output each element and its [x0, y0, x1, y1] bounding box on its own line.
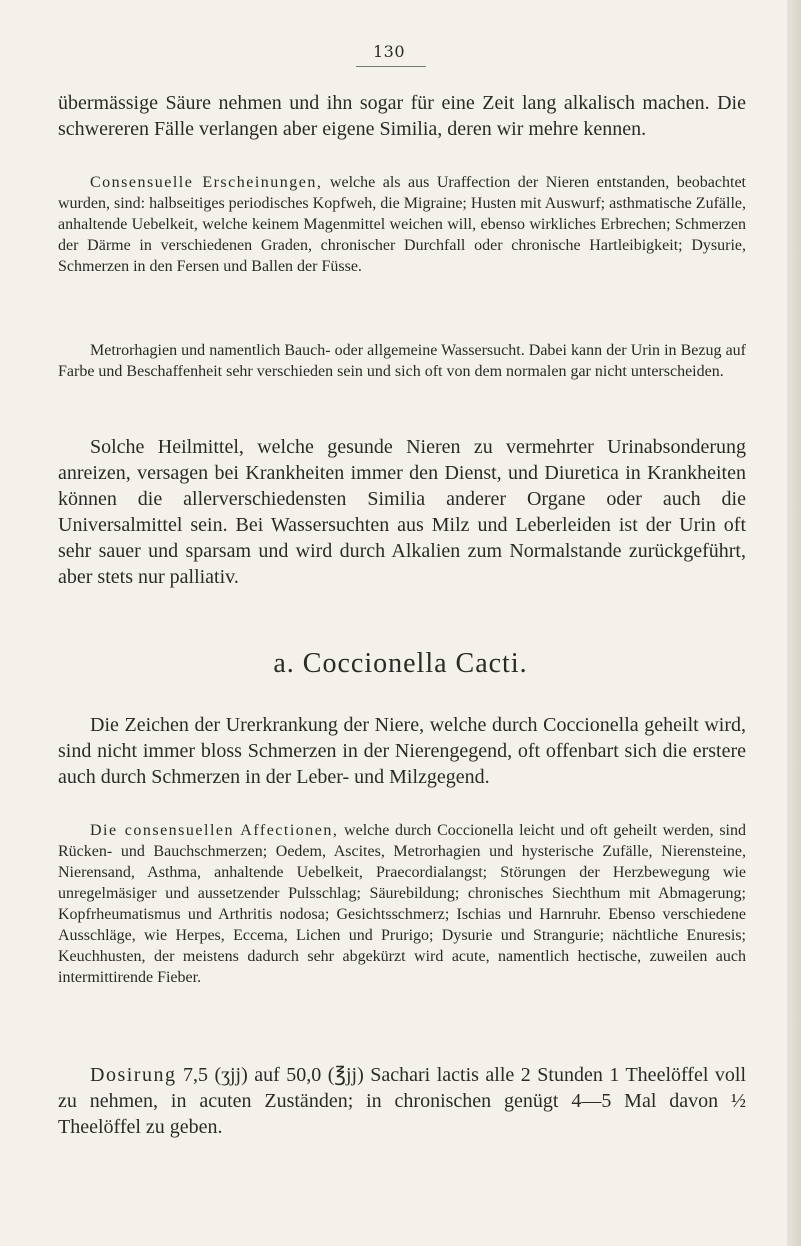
paragraph-dosage [58, 1062, 746, 1140]
paragraph-intro: übermässige Säure nehmen und ihn sogar für eine Zeit lang alkalisch machen. Die schwereren Fälle verlangen aber eigene Similia, deren wir mehre kennen. [58, 92, 746, 140]
consensual-lead: Consensuelle Erscheinungen, [90, 174, 323, 191]
paragraph-signs: Die Zeichen der Urerkrankung der Niere, welche durch Coccionella geheilt wird, sind nicht immer bloss Schmerzen in der Nierengegend, oft offenbart sich die erstere auch durch Schmerzen in der Leber- und Milzgegend. [58, 714, 746, 788]
consensual-body: welche als aus Uraffection der Nieren entstanden, beobachtet wurden, sind: halbseitiges periodisches Kopfweh, die Migraine; Husten mit Auswurf; asthmatische Zufälle, anhaltende Uebelkeit, welche keinem Magenmittel weichen will, ebenso wirkliches Erbrechen; Schmerzen der Därme in verschiedenen Graden, chronischer Durchfall oder chronische Hartleibigkeit; Dysurie, Schmerzen in den Fersen und Ballen der Füsse. [58, 174, 746, 275]
paragraph-affections [58, 820, 746, 988]
dosage-body: 7,5 (ʒjj) auf 50,0 (℥jj) Sachari lactis alle 2 Stunden 1 Theelöffel voll zu nehmen, in acuten Zuständen; in chronischen genügt 4—5 Mal davon ½ Theelöffel zu geben. [58, 1064, 746, 1138]
section-heading: a. Coccionella Cacti. [273, 648, 528, 679]
affections-lead: Die consensuellen Affectionen, [90, 822, 339, 839]
paragraph-remedies: Solche Heilmittel, welche gesunde Nieren zu vermehrter Urinabsonderung anreizen, versagen bei Krankheiten immer den Dienst, und Diuretica in Krankheiten können die allerverschiedensten Similia anderer Organe oder auch die Universalmittel sein. Bei Wassersuchten aus Milz und Leberleiden ist der Urin oft sehr sauer und sparsam und wird durch Alkalien zum Normalstande zurückgeführt, aber stets nur palliativ. [58, 436, 746, 588]
affections-body: welche durch Coccionella leicht und oft geheilt werden, sind Rücken- und Bauchschmerzen; Oedem, Ascites, Metrorhagien und hysterische Zufälle, Nierensteine, Nierensand, Asthma, anhaltende Uebelkeit, Praecordialangst; Störungen der Herzbewegung wie unregelmäsiger und aussetzender Pulsschlag; Säurebildung; chronisches Siechthum mit Abmagerung; Kopfrheumatismus und Arthritis nodosa; Gesichtsschmerz; Ischias und Harnruhr. Ebenso verschiedene Ausschläge, wie Herpes, Eccema, Lichen und Prurigo; Dysurie und Strangurie; nächtliche Enuresis; Keuchhusten, der meistens dadurch sehr abgekürzt wird acute, namentlich hectische, zuweilen auch intermittirende Fieber. [58, 822, 746, 986]
dosage-lead: Dosirung [90, 1064, 177, 1086]
page-number: 130 [373, 42, 406, 61]
header-rule [356, 66, 426, 67]
paragraph-consensual [58, 172, 746, 277]
page-edge [787, 0, 801, 1246]
paragraph-metrorrhagia: Metrorhagien und namentlich Bauch- oder allgemeine Wassersucht. Dabei kann der Urin in Bezug auf Farbe und Beschaffenheit sehr verschieden sein und sich oft von dem normalen gar nicht unterscheiden. [58, 342, 746, 380]
